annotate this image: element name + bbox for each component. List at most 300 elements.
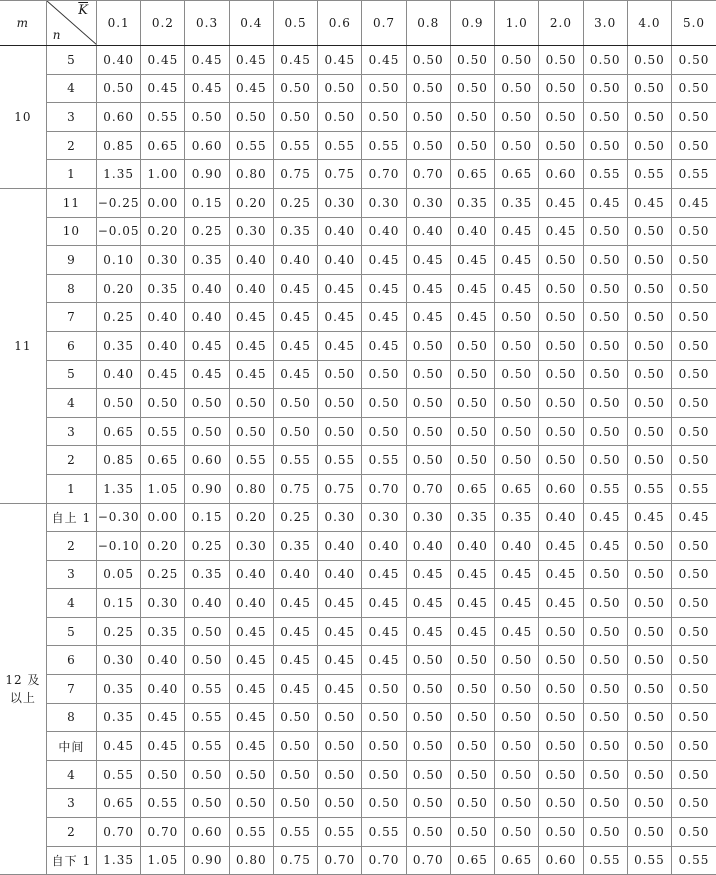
table-row [0, 646, 716, 675]
value-cell: 0.50 [362, 103, 406, 132]
value-cell: 0.40 [97, 360, 141, 389]
value-cell: 0.50 [229, 417, 273, 446]
value-cell: 0.80 [229, 474, 273, 503]
value-cell: 0.50 [185, 789, 229, 818]
value-cell: 0.30 [362, 188, 406, 217]
value-cell: 0.50 [273, 417, 317, 446]
value-cell: 0.70 [406, 474, 450, 503]
value-cell: 0.50 [406, 818, 450, 847]
table-row [0, 417, 716, 446]
value-cell: 0.50 [185, 103, 229, 132]
value-cell: 0.50 [495, 131, 539, 160]
value-cell: 0.50 [627, 732, 671, 761]
value-cell: 0.50 [583, 818, 627, 847]
value-cell: 0.55 [185, 675, 229, 704]
table-row [0, 188, 716, 217]
value-cell: 0.50 [185, 617, 229, 646]
value-cell: 0.50 [627, 646, 671, 675]
m-cell-line: 12 及 [5, 672, 41, 687]
value-cell: 0.15 [185, 503, 229, 532]
value-cell: 0.65 [97, 417, 141, 446]
value-cell: 0.20 [229, 503, 273, 532]
value-cell: 0.50 [362, 760, 406, 789]
value-cell: 0.45 [362, 560, 406, 589]
col-header: 3.0 [583, 1, 627, 46]
value-cell: 0.20 [141, 217, 185, 246]
value-cell: 0.50 [273, 760, 317, 789]
value-cell: 0.50 [672, 389, 716, 418]
value-cell: 0.45 [318, 589, 362, 618]
value-cell: 0.60 [185, 446, 229, 475]
value-cell: −0.25 [97, 188, 141, 217]
value-cell: 0.60 [185, 131, 229, 160]
value-cell: 0.50 [627, 532, 671, 561]
value-cell: 0.50 [539, 360, 583, 389]
value-cell: 0.50 [672, 646, 716, 675]
value-cell: 0.50 [672, 246, 716, 275]
value-cell: 0.45 [362, 303, 406, 332]
value-cell: 0.50 [672, 217, 716, 246]
value-cell: 0.50 [450, 74, 494, 103]
value-cell: 0.35 [495, 188, 539, 217]
value-cell: 0.45 [583, 503, 627, 532]
value-cell: 0.15 [97, 589, 141, 618]
value-cell: 0.55 [97, 760, 141, 789]
table-row [0, 217, 716, 246]
value-cell: 0.65 [141, 131, 185, 160]
value-cell: 0.35 [185, 246, 229, 275]
value-cell: 0.40 [229, 589, 273, 618]
value-cell: 0.50 [627, 246, 671, 275]
n-cell: 5 [46, 46, 96, 75]
value-cell: 1.35 [97, 160, 141, 189]
value-cell: 0.45 [362, 331, 406, 360]
value-cell: 0.45 [362, 46, 406, 75]
value-cell: 0.50 [450, 103, 494, 132]
value-cell: 0.45 [318, 331, 362, 360]
value-cell: 0.55 [229, 131, 273, 160]
value-cell: 0.50 [583, 246, 627, 275]
value-cell: 0.85 [97, 131, 141, 160]
value-cell: 0.50 [539, 389, 583, 418]
value-cell: 0.50 [627, 675, 671, 704]
n-cell: 5 [46, 360, 96, 389]
value-cell: 0.50 [539, 446, 583, 475]
n-cell: 自上 1 [46, 503, 96, 532]
value-cell: 0.45 [273, 589, 317, 618]
table-row [0, 446, 716, 475]
value-cell: 0.50 [672, 789, 716, 818]
col-header: 0.8 [406, 1, 450, 46]
value-cell: 0.50 [672, 589, 716, 618]
table-row [0, 732, 716, 761]
value-cell: 0.50 [627, 360, 671, 389]
value-cell: 0.50 [583, 732, 627, 761]
value-cell: 0.50 [539, 789, 583, 818]
value-cell: 0.50 [672, 617, 716, 646]
n-cell: 3 [46, 103, 96, 132]
table-row [0, 389, 716, 418]
value-cell: 0.40 [318, 246, 362, 275]
value-cell: 0.55 [672, 474, 716, 503]
value-cell: 0.45 [141, 732, 185, 761]
value-cell: 0.25 [97, 617, 141, 646]
value-cell: 0.50 [583, 46, 627, 75]
value-cell: 0.45 [229, 646, 273, 675]
value-cell: 0.40 [450, 532, 494, 561]
value-cell: 0.50 [406, 446, 450, 475]
value-cell: 0.50 [450, 732, 494, 761]
value-cell: 0.50 [229, 760, 273, 789]
group-m-11 [0, 188, 716, 503]
value-cell: 0.45 [406, 589, 450, 618]
value-cell: 0.40 [141, 675, 185, 704]
value-cell: 0.40 [495, 532, 539, 561]
value-cell: 0.50 [539, 818, 583, 847]
value-cell: 0.50 [185, 389, 229, 418]
value-cell: 0.45 [229, 732, 273, 761]
value-cell: 0.50 [672, 360, 716, 389]
value-cell: 0.45 [273, 46, 317, 75]
value-cell: 0.20 [141, 532, 185, 561]
value-cell: 0.50 [495, 703, 539, 732]
value-cell: 0.50 [539, 274, 583, 303]
value-cell: 0.50 [539, 703, 583, 732]
value-cell: 0.55 [627, 160, 671, 189]
table-row [0, 532, 716, 561]
value-cell: 0.65 [141, 446, 185, 475]
value-cell: 0.50 [583, 589, 627, 618]
value-cell: 0.15 [185, 188, 229, 217]
value-cell: 0.50 [362, 789, 406, 818]
value-cell: 0.45 [318, 46, 362, 75]
value-cell: 0.30 [406, 503, 450, 532]
value-cell: 0.70 [97, 818, 141, 847]
value-cell: 0.40 [450, 217, 494, 246]
value-cell: 0.50 [97, 389, 141, 418]
m-cell [0, 503, 46, 875]
value-cell: 0.25 [97, 303, 141, 332]
value-cell: 0.35 [97, 703, 141, 732]
col-header: 2.0 [539, 1, 583, 46]
value-cell: 0.05 [97, 560, 141, 589]
value-cell: 0.50 [450, 703, 494, 732]
n-cell: 3 [46, 789, 96, 818]
value-cell: 0.00 [141, 188, 185, 217]
value-cell: 0.50 [539, 303, 583, 332]
value-cell: 0.50 [627, 417, 671, 446]
value-cell: 1.05 [141, 474, 185, 503]
value-cell: 0.50 [539, 46, 583, 75]
value-cell: 0.50 [583, 389, 627, 418]
value-cell: 0.40 [229, 246, 273, 275]
diagonal-header-cell [46, 1, 96, 46]
value-cell: 0.50 [583, 703, 627, 732]
value-cell: 0.50 [583, 417, 627, 446]
col-header: 0.9 [450, 1, 494, 46]
table-row [0, 274, 716, 303]
value-cell: 0.45 [273, 360, 317, 389]
value-cell: 0.45 [273, 331, 317, 360]
value-cell: 0.50 [583, 617, 627, 646]
value-cell: 0.35 [495, 503, 539, 532]
value-cell: 0.30 [229, 532, 273, 561]
n-cell: 9 [46, 246, 96, 275]
value-cell: 0.60 [539, 160, 583, 189]
value-cell: 0.45 [450, 303, 494, 332]
value-cell: 0.50 [406, 675, 450, 704]
value-cell: 0.45 [185, 74, 229, 103]
value-cell: 0.65 [495, 846, 539, 875]
value-cell: 0.75 [273, 160, 317, 189]
value-cell: 0.45 [318, 675, 362, 704]
value-cell: 0.10 [97, 246, 141, 275]
col-header: 0.7 [362, 1, 406, 46]
value-cell: 0.50 [495, 732, 539, 761]
value-cell: 0.50 [627, 131, 671, 160]
value-cell: 0.50 [539, 246, 583, 275]
n-cell: 4 [46, 589, 96, 618]
value-cell: 0.40 [273, 560, 317, 589]
value-cell: 0.50 [583, 646, 627, 675]
value-cell: 0.50 [450, 818, 494, 847]
value-cell: 0.50 [273, 103, 317, 132]
value-cell: 0.45 [495, 246, 539, 275]
value-cell: 0.45 [273, 303, 317, 332]
value-cell: 0.50 [672, 818, 716, 847]
value-cell: 0.50 [97, 74, 141, 103]
value-cell: 0.30 [229, 217, 273, 246]
value-cell: 0.75 [273, 846, 317, 875]
value-cell: 0.50 [495, 675, 539, 704]
value-cell: 0.45 [627, 188, 671, 217]
value-cell: 0.50 [185, 646, 229, 675]
n-cell: 2 [46, 446, 96, 475]
value-cell: 0.50 [406, 417, 450, 446]
value-cell: 0.50 [539, 617, 583, 646]
value-cell: 0.45 [185, 331, 229, 360]
value-cell: 0.35 [97, 331, 141, 360]
value-cell: 0.45 [318, 646, 362, 675]
value-cell: 0.50 [672, 46, 716, 75]
value-cell: 0.50 [362, 675, 406, 704]
value-cell: 0.50 [672, 532, 716, 561]
col-header: 4.0 [627, 1, 671, 46]
value-cell: 0.45 [362, 617, 406, 646]
value-cell: 0.35 [273, 532, 317, 561]
value-cell: 0.50 [583, 760, 627, 789]
table-row [0, 474, 716, 503]
value-cell: 0.25 [273, 503, 317, 532]
m-cell: 11 [0, 188, 46, 503]
value-cell: 0.40 [318, 217, 362, 246]
value-cell: 0.25 [185, 532, 229, 561]
col-header: 0.1 [97, 1, 141, 46]
table-row [0, 703, 716, 732]
value-cell: 0.45 [495, 617, 539, 646]
value-cell: 0.40 [141, 303, 185, 332]
value-cell: 0.50 [583, 360, 627, 389]
value-cell: 0.65 [97, 789, 141, 818]
value-cell: 0.50 [318, 703, 362, 732]
value-cell: 0.50 [185, 760, 229, 789]
value-cell: 0.50 [583, 446, 627, 475]
value-cell: 0.55 [318, 131, 362, 160]
value-cell: 1.00 [141, 160, 185, 189]
value-cell: 0.45 [495, 217, 539, 246]
value-cell: 0.30 [97, 646, 141, 675]
value-cell: 0.50 [583, 789, 627, 818]
value-cell: 0.50 [627, 103, 671, 132]
value-cell: 0.70 [318, 846, 362, 875]
value-cell: 0.45 [97, 732, 141, 761]
value-cell: 0.35 [141, 274, 185, 303]
value-cell: 0.50 [583, 560, 627, 589]
value-cell: 0.65 [450, 160, 494, 189]
value-cell: 0.65 [450, 474, 494, 503]
value-cell: 0.00 [141, 503, 185, 532]
value-cell: 0.60 [539, 846, 583, 875]
n-cell: 3 [46, 560, 96, 589]
value-cell: 0.50 [627, 331, 671, 360]
value-cell: 0.50 [450, 675, 494, 704]
col-header: 0.3 [185, 1, 229, 46]
value-cell: 0.50 [362, 417, 406, 446]
value-cell: 0.50 [406, 331, 450, 360]
value-cell: 0.75 [273, 474, 317, 503]
table-row [0, 818, 716, 847]
value-cell: 0.50 [450, 360, 494, 389]
m-cell-line: 以上 [9, 690, 36, 705]
n-cell: 1 [46, 160, 96, 189]
value-cell: 0.55 [318, 818, 362, 847]
value-cell: 0.35 [273, 217, 317, 246]
value-cell: 0.45 [141, 703, 185, 732]
value-cell: 0.50 [406, 74, 450, 103]
value-cell: 0.50 [672, 103, 716, 132]
value-cell: 0.50 [273, 389, 317, 418]
value-cell: 0.40 [318, 532, 362, 561]
value-cell: 0.40 [318, 560, 362, 589]
value-cell: −0.05 [97, 217, 141, 246]
value-cell: 0.30 [362, 503, 406, 532]
value-cell: 0.50 [627, 46, 671, 75]
value-cell: 1.05 [141, 846, 185, 875]
value-cell: 0.75 [318, 160, 362, 189]
value-cell: 0.50 [627, 389, 671, 418]
value-cell: 0.50 [450, 389, 494, 418]
table-row [0, 360, 716, 389]
value-cell: 0.45 [141, 74, 185, 103]
value-cell: 0.50 [406, 703, 450, 732]
value-cell: 0.55 [141, 789, 185, 818]
value-cell: 0.45 [672, 188, 716, 217]
value-cell: 0.50 [495, 646, 539, 675]
value-cell: −0.30 [97, 503, 141, 532]
table-row [0, 103, 716, 132]
value-cell: 0.50 [362, 74, 406, 103]
value-cell: 0.45 [539, 560, 583, 589]
value-cell: 0.40 [406, 532, 450, 561]
col-header: 0.4 [229, 1, 273, 46]
value-cell: 0.50 [495, 303, 539, 332]
value-cell: 0.50 [406, 46, 450, 75]
value-cell: 0.45 [406, 617, 450, 646]
n-cell: 中间 [46, 732, 96, 761]
header-row [0, 1, 716, 46]
value-cell: 0.45 [229, 46, 273, 75]
value-cell: 0.50 [141, 389, 185, 418]
value-cell: 0.50 [627, 560, 671, 589]
value-cell: 0.50 [406, 646, 450, 675]
value-cell: 0.50 [495, 74, 539, 103]
value-cell: 0.50 [672, 560, 716, 589]
value-cell: 0.50 [406, 760, 450, 789]
table-row [0, 46, 716, 75]
value-cell: 0.50 [539, 131, 583, 160]
value-cell: 0.50 [672, 74, 716, 103]
value-cell: 0.55 [672, 846, 716, 875]
value-cell: 0.50 [362, 360, 406, 389]
value-cell: 0.50 [583, 217, 627, 246]
value-cell: 0.40 [406, 217, 450, 246]
value-cell: 0.70 [141, 818, 185, 847]
value-cell: −0.10 [97, 532, 141, 561]
value-cell: 0.45 [141, 46, 185, 75]
value-cell: 0.35 [450, 503, 494, 532]
value-cell: 0.70 [406, 160, 450, 189]
value-cell: 0.45 [229, 303, 273, 332]
value-cell: 0.50 [583, 103, 627, 132]
value-cell: 0.50 [318, 389, 362, 418]
col-header: 5.0 [672, 1, 716, 46]
value-cell: 0.45 [627, 503, 671, 532]
k-label: $\overline{K}$ [78, 3, 89, 18]
value-cell: 0.70 [362, 474, 406, 503]
value-cell: 0.35 [185, 560, 229, 589]
value-cell: 0.50 [495, 446, 539, 475]
value-cell: 0.50 [495, 417, 539, 446]
value-cell: 0.50 [672, 760, 716, 789]
value-cell: 0.45 [229, 331, 273, 360]
value-cell: 0.30 [141, 589, 185, 618]
value-cell: 0.45 [229, 617, 273, 646]
value-cell: 0.50 [672, 446, 716, 475]
table-row [0, 789, 716, 818]
value-cell: 0.50 [627, 703, 671, 732]
value-cell: 0.50 [539, 74, 583, 103]
n-cell: 6 [46, 331, 96, 360]
value-cell: 0.45 [362, 246, 406, 275]
value-cell: 0.55 [583, 846, 627, 875]
value-cell: 0.50 [539, 103, 583, 132]
n-label: n [52, 28, 61, 42]
value-cell: 0.50 [495, 331, 539, 360]
value-cell: 0.45 [229, 703, 273, 732]
n-cell: 2 [46, 818, 96, 847]
value-cell: 0.50 [583, 274, 627, 303]
value-cell: 0.55 [362, 131, 406, 160]
value-cell: 0.40 [141, 331, 185, 360]
value-cell: 0.45 [539, 589, 583, 618]
value-cell: 0.55 [273, 446, 317, 475]
value-cell: 0.50 [273, 74, 317, 103]
n-cell: 7 [46, 303, 96, 332]
value-cell: 0.55 [627, 474, 671, 503]
table-row [0, 303, 716, 332]
table-row [0, 617, 716, 646]
value-cell: 0.50 [185, 417, 229, 446]
